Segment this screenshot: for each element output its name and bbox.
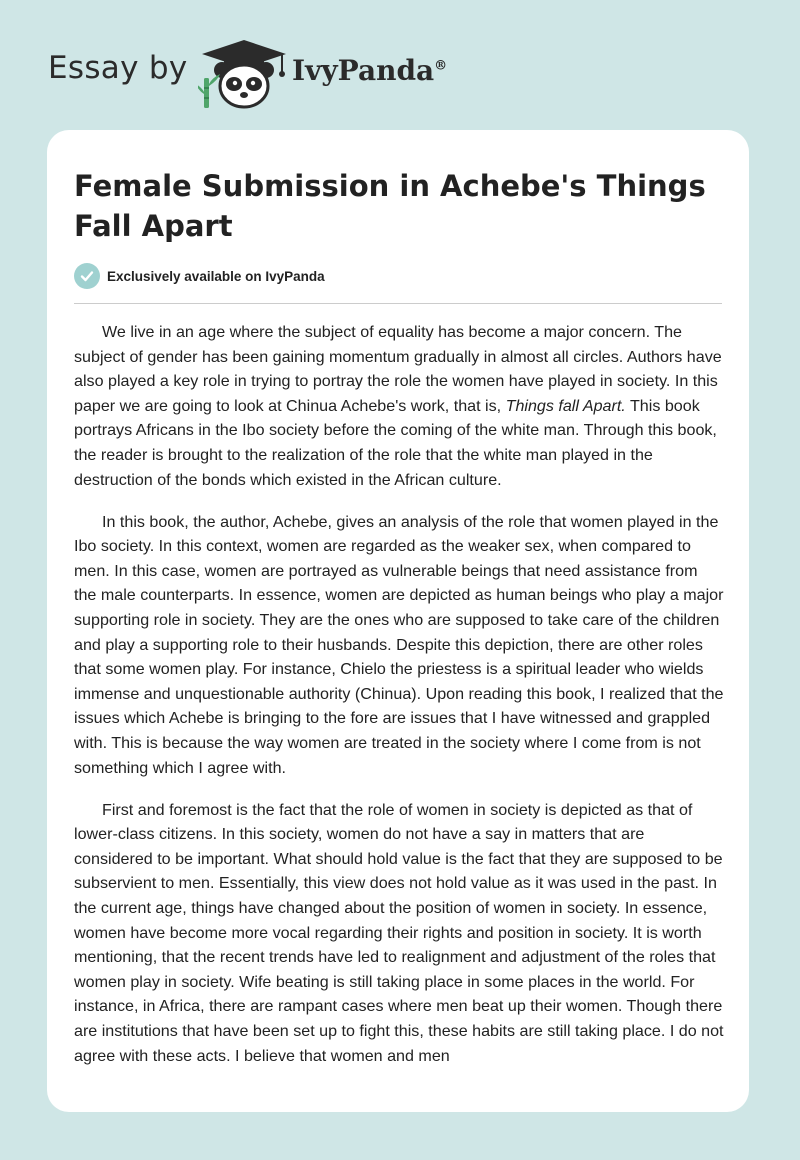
- registered-mark: ®: [434, 58, 448, 74]
- ivypanda-brand[interactable]: [292, 54, 447, 87]
- book-title-italic: Things fall Apart.: [505, 396, 626, 415]
- badge-label: Exclusively available on IvyPanda: [107, 268, 325, 284]
- paragraph-1-text-b: This book portrays Africans in the Ibo society before the coming of the white man. Through this book, the reader is brought to the realization of the role that the white man played in the destruction of the bonds which existed in the African culture.: [74, 396, 717, 489]
- page-title: Female Submission in Achebe's Things Fall Apart: [74, 169, 706, 243]
- checkmark-icon: [74, 263, 100, 289]
- paragraph-1: [74, 320, 724, 492]
- essay-body: [74, 320, 724, 1086]
- panda-graduate-logo-icon[interactable]: [198, 38, 290, 110]
- site-header: [0, 0, 800, 130]
- divider: [74, 303, 722, 304]
- exclusive-badge: [74, 263, 325, 289]
- brand-text: IvyPanda: [292, 54, 435, 87]
- essay-by-label: Essay by: [48, 50, 188, 86]
- essay-card: [47, 130, 749, 1112]
- paragraph-2: In this book, the author, Achebe, gives an analysis of the role that women played in the Ibo society. In this context, women are regarded as the weaker sex, when compared to men. In this case, women are portrayed as vulnerable beings that need assistance from the male counterparts. In essence, women are depicted as human beings who play a major supporting role in society. They are the ones who are supposed to take care of the children and play a supporting role to their husbands. Despite this depiction, there are other roles that some women play. For instance, Chielo the priestess is a spiritual leader who wields immense and unquestionable authority (Chinua). Upon reading this book, I realized that the issues which Achebe is bringing to the fore are issues that I have witnessed and grappled with. This is because the way women are treated in the society where I come from is not something which I agree with.: [74, 512, 724, 777]
- paragraph-3: First and foremost is the fact that the role of women in society is depicted as that of lower-class citizens. In this society, women do not have a say in matters that are considered to be important. What should hold value is the fact that they are supposed to be subservient to men. Essentially, this view does not hold value as it was used in the past. In the current age, things have changed about the position of women in society. In essence, women have become more vocal regarding their rights and position in society. It is worth mentioning, that the recent trends have led to realignment and adjustment of the roles that women play in society. Wife beating is still taking place in some places in the world. For instance, in Africa, there are rampant cases where men beat up their women. Though there are institutions that have been set up to fight this, these habits are still taking place. I do not agree with these acts. I believe that women and men: [74, 800, 724, 1065]
- paragraph-1-text-a: We live in an age where the subject of equality has become a major concern. The subject of gender has been gaining momentum gradually in almost all circles. Authors have also played a key role in trying to portray the role the women have played in society. In this paper we are going to look at Chinua Achebe's work, that is,: [74, 323, 722, 415]
